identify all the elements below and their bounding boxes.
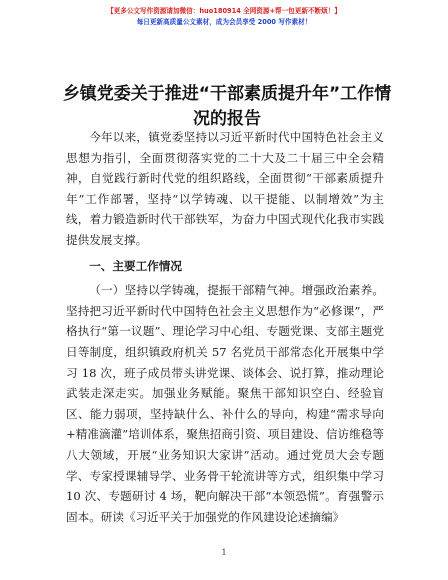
section-heading: 一、主要工作情况 <box>89 258 182 273</box>
document-title: 乡镇党委关于推进“干部素质提升年”工作情况的报告 <box>62 84 392 129</box>
page-number: 1 <box>221 548 227 557</box>
document-body <box>66 127 384 527</box>
promo-banner-line-1: 【更多公文写作资源请加微信：huo180914 全网资源+帮一包更新不断烦！】 <box>107 7 341 15</box>
promo-banner-line-2: 每日更新高质量公文素材，成为会员享受 2000 写作素材！ <box>136 18 312 26</box>
section-paragraph: （一）坚持以学铸魂，提振干部精气神。增强政治素养。坚持把习近平新时代中国特色社会主义思想作为“必修课”，严格执行“第一议题”、理论学习中心组、专题党课、支部主题党日等制度，组织镇政府机关 57 名党员干部常态化开展集中学习 18 次，班子成员带头讲党课、谈体会、说打算，推动理论武装走深走实。加强业务赋能。聚焦干部知识空白、经验盲区、能力弱项，坚持缺什么、补什么的导向，构建“需求导向+精准滴灌”培训体系，聚焦招商引资、项目建设、信访维稳等八大领域，开展“业务知识大家讲”活动。通过党员大会专题学、专家授课辅导学、业务骨干轮流讲等方式，组织集中学习 10 次、专题研讨 4 场，靶向解决干部“本领恐慌”。育强警示固本。研读《习近平关于加强党的作风建设论述摘编》 <box>66 283 384 524</box>
intro-paragraph: 今年以来，镇党委坚持以习近平新时代中国特色社会主义思想为指引，全面贯彻落实党的二十大及二十届三中全会精神，自觉践行新时代党的组织路线，全面贯彻“干部素质提升年”工作部署，坚持“以学铸魂、以干提能、以制增效”为主线，着力锻造新时代干部铁军，为奋力中国式现代化我市实践提供发展支撑。 <box>66 130 384 247</box>
promo-banner <box>0 6 448 28</box>
